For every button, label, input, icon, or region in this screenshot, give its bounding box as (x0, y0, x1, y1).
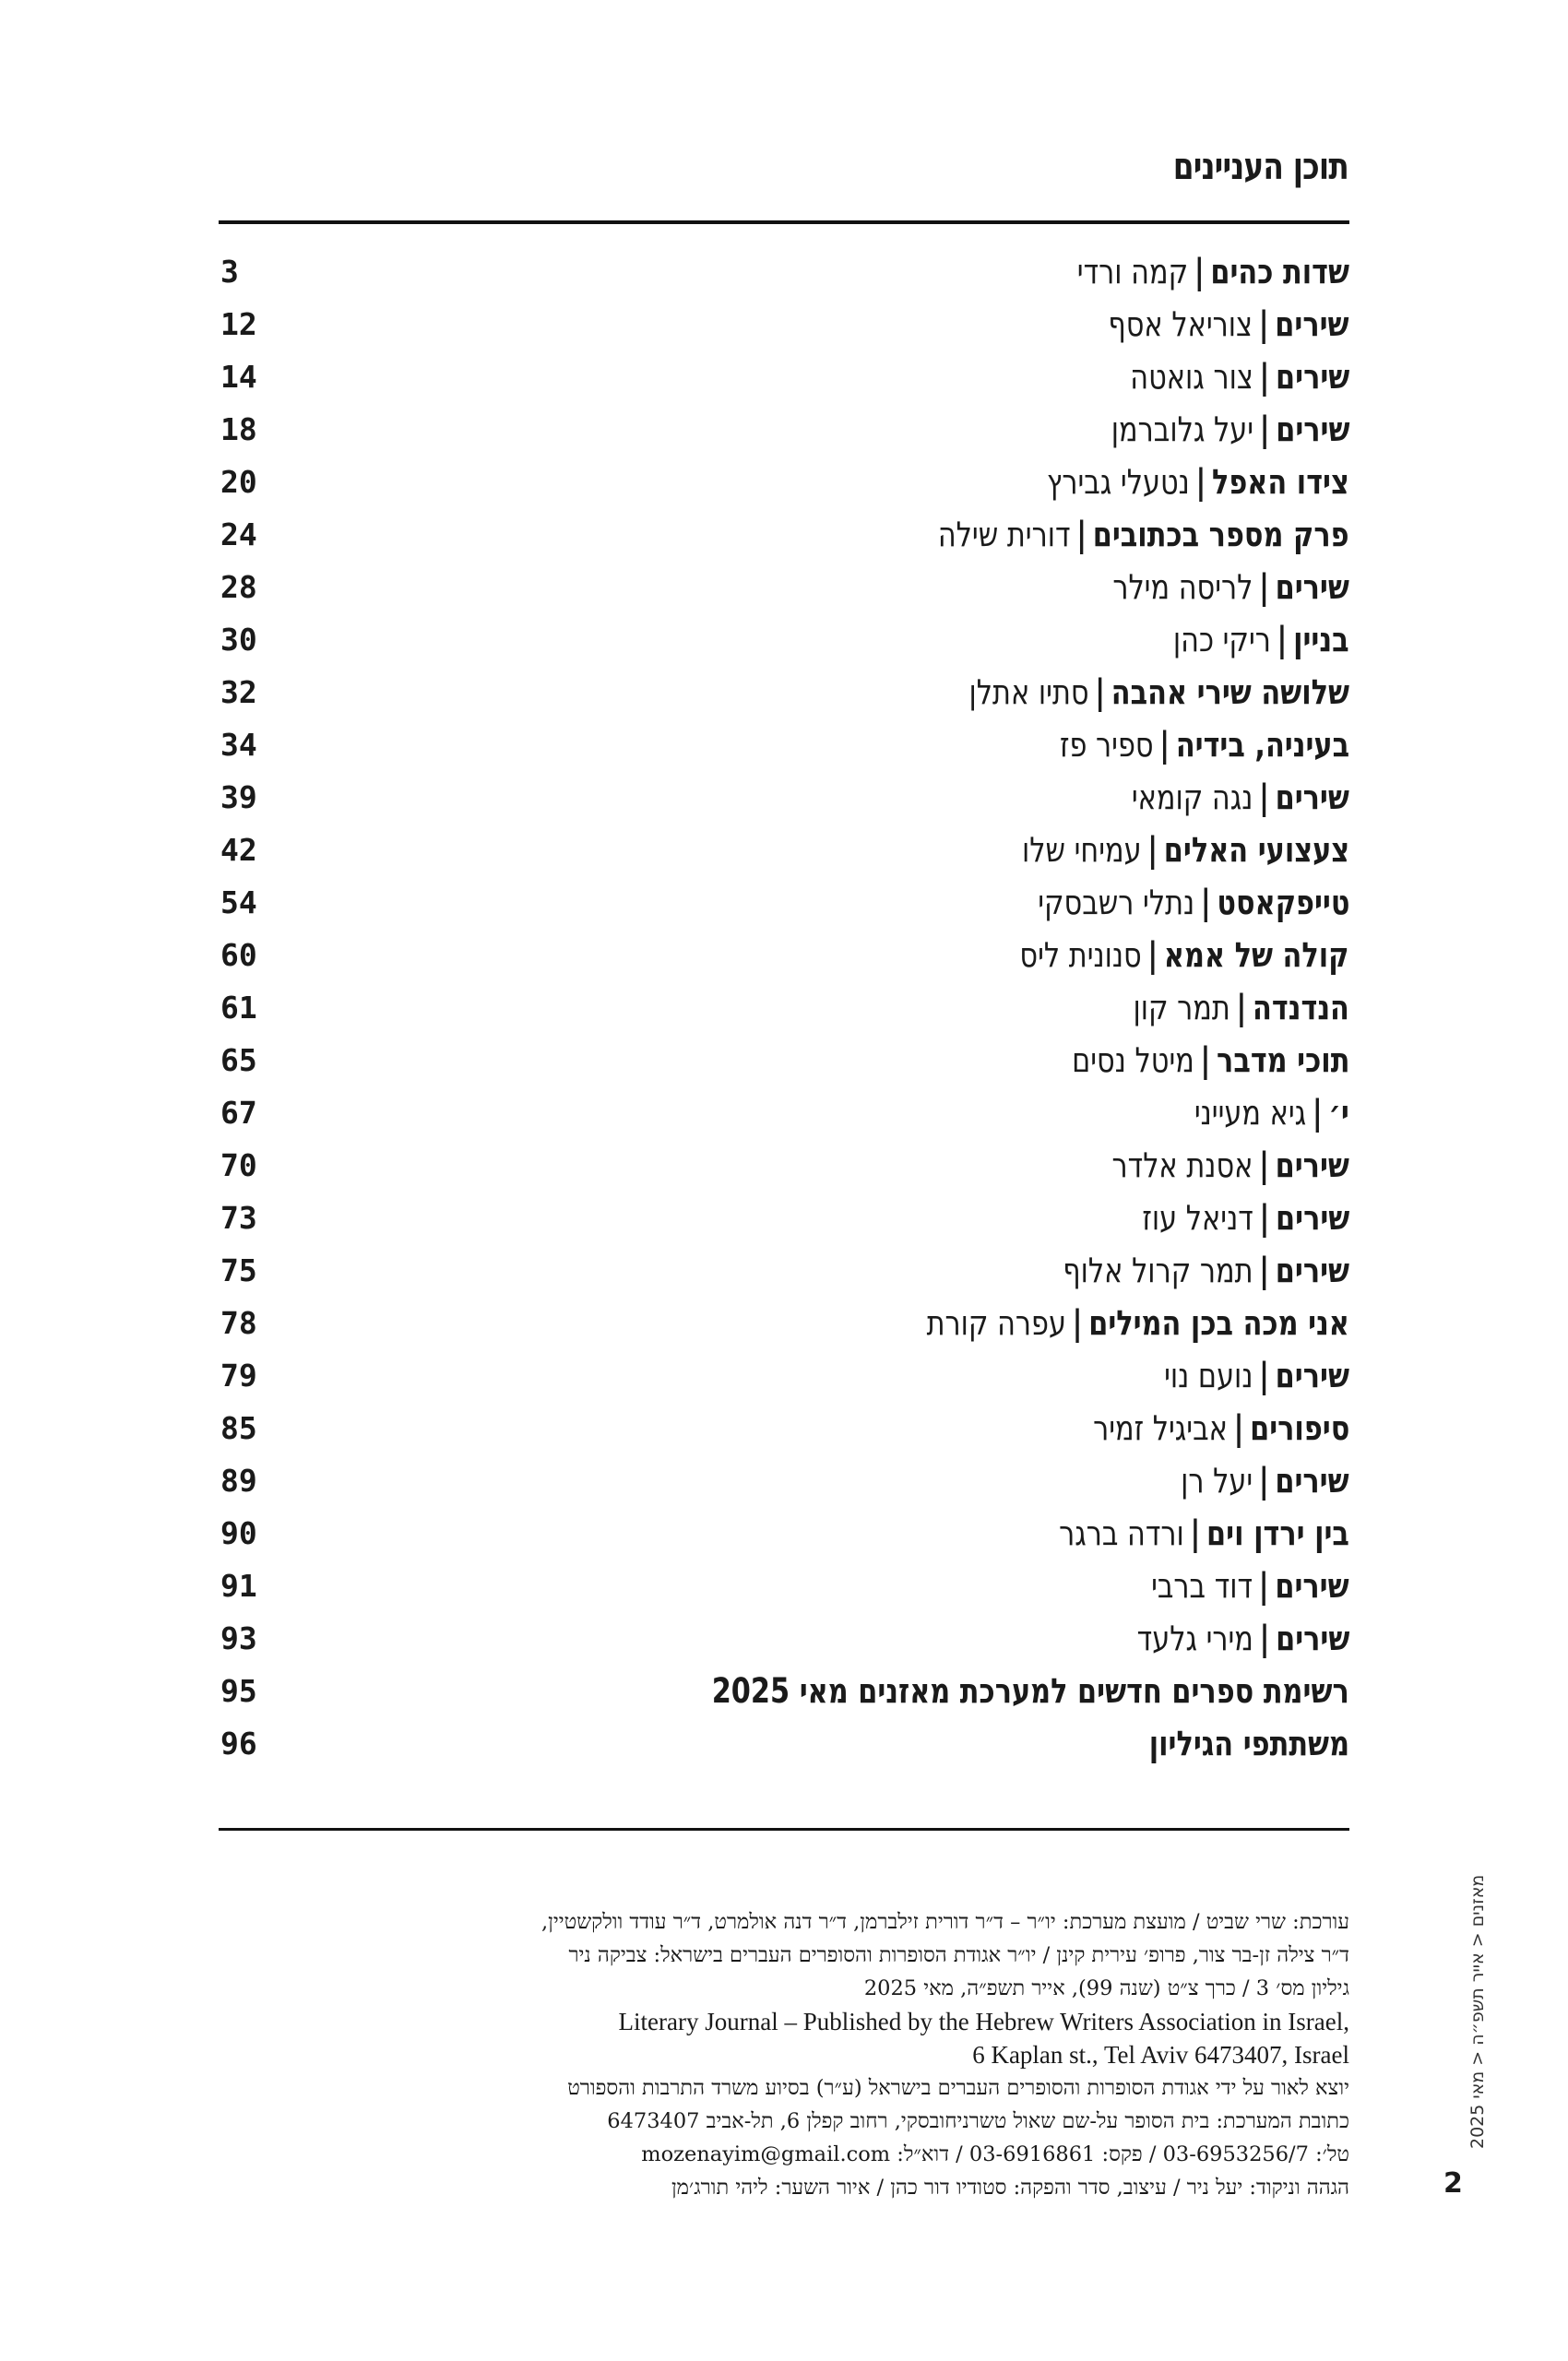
toc-separator: | (1147, 935, 1158, 975)
toc-separator: | (1277, 620, 1288, 659)
toc-author: תמר קרול אלוף (1063, 1251, 1253, 1290)
toc-page-number: 32 (220, 674, 257, 710)
toc-separator: | (1195, 462, 1206, 502)
toc-row (219, 929, 1349, 981)
toc-row (219, 1454, 1349, 1507)
toc-entry (1077, 252, 1349, 291)
table-of-contents (219, 245, 1349, 1770)
toc-title: שירים (1275, 1566, 1349, 1606)
toc-entry (1142, 1198, 1349, 1238)
toc-entry (1130, 357, 1349, 397)
toc-title: שירים (1275, 567, 1349, 607)
toc-page-number: 95 (220, 1673, 257, 1709)
toc-entry (1063, 1251, 1349, 1290)
toc-author: לריסה מילר (1112, 567, 1253, 607)
toc-separator: | (1259, 1198, 1270, 1238)
colophon-english-publisher: Literary Journal – Published by the Hebrew Writers Association in Israel, (618, 2008, 1349, 2035)
toc-page-number: 61 (220, 990, 257, 1026)
toc-title: אני מכה בכן המילים (1088, 1303, 1349, 1343)
toc-author: נועם נוי (1164, 1356, 1253, 1395)
toc-separator: | (1190, 1513, 1201, 1553)
page-title: תוכן העניינים (1172, 146, 1348, 188)
toc-title: משתתפי הגיליון (1148, 1724, 1349, 1763)
toc-title: שלושה שירי אהבה (1111, 672, 1349, 712)
toc-entry (1134, 988, 1349, 1027)
toc-row (219, 508, 1349, 561)
toc-author: מיטל נסים (1071, 1040, 1194, 1080)
toc-title: י׳ (1328, 1093, 1349, 1133)
toc-separator: | (1259, 409, 1270, 449)
toc-row (219, 1560, 1349, 1612)
toc-row (219, 1244, 1349, 1297)
colophon-credits: הגהה וניקוד: יעל ניר / עיצוב, סדר והפקה: סטודיו דור כהן / איור השער: ליהי תורג׳מן (671, 2176, 1349, 2200)
toc-row (219, 456, 1349, 508)
toc-page-number: 70 (220, 1147, 257, 1183)
toc-row (219, 666, 1349, 718)
toc-entry (1164, 1356, 1349, 1395)
toc-row (219, 1402, 1349, 1454)
toc-entry (712, 1671, 1349, 1711)
toc-title: שדות כהים (1210, 252, 1349, 291)
toc-separator: | (1194, 252, 1205, 291)
toc-entry (1111, 409, 1349, 449)
toc-title: שירים (1275, 409, 1349, 449)
toc-title: סיפורים (1249, 1408, 1349, 1448)
toc-separator: | (1233, 1408, 1244, 1448)
toc-row (219, 824, 1349, 876)
toc-title: שירים (1275, 1619, 1349, 1658)
toc-author: ספיר פז (1059, 725, 1154, 765)
toc-page-number: 34 (220, 727, 257, 763)
toc-entry (1149, 1724, 1349, 1763)
toc-author: יעל גלוברמן (1111, 409, 1253, 449)
toc-separator: | (1259, 1251, 1270, 1290)
toc-separator: | (1259, 357, 1270, 397)
title-divider (219, 220, 1349, 224)
toc-separator: | (1259, 1356, 1270, 1395)
toc-author: גיא מעייני (1194, 1093, 1307, 1133)
toc-author: עמיחי שלו (1021, 830, 1142, 870)
toc-page-number: 12 (220, 306, 257, 342)
toc-row (219, 1507, 1349, 1560)
toc-title: שירים (1275, 1461, 1349, 1501)
toc-page-number: 90 (220, 1515, 257, 1551)
toc-author: דניאל עוז (1142, 1198, 1253, 1238)
toc-page-number: 91 (220, 1568, 257, 1604)
toc-row (219, 981, 1349, 1034)
toc-title: תוכי מדבר (1216, 1040, 1349, 1080)
toc-page-number: 60 (220, 937, 257, 973)
toc-separator: | (1236, 988, 1247, 1027)
colophon-publisher: יוצא לאור על ידי אגודת הסופרות והסופרים העברים בישראל (ע״ר) בסיוע משרד התרבות והספורט (567, 2076, 1349, 2100)
toc-title: שירים (1275, 304, 1349, 344)
toc-row (219, 613, 1349, 666)
toc-entry (969, 672, 1349, 712)
toc-title: שירים (1275, 1251, 1349, 1290)
toc-entry (1022, 830, 1349, 870)
toc-title: צידו האפל (1212, 462, 1349, 502)
toc-entry (1072, 1040, 1349, 1080)
toc-page-number: 39 (220, 779, 257, 815)
toc-separator: | (1259, 777, 1270, 817)
toc-title: פרק מספר בכתובים (1093, 515, 1349, 554)
toc-author: ורדה ברגר (1059, 1513, 1184, 1553)
colophon-address: כתובת המערכת: בית הסופר על-שם שאול טשרניחובסקי, רחוב קפלן 6, תל-אביב 6473407 (607, 2109, 1349, 2133)
toc-row (219, 1717, 1349, 1770)
toc-separator: | (1259, 304, 1270, 344)
toc-author: דוד ברבי (1151, 1566, 1253, 1606)
toc-entry (1047, 462, 1349, 502)
toc-separator: | (1259, 567, 1270, 607)
toc-author: צור גואטה (1129, 357, 1253, 397)
toc-page-number: 85 (220, 1410, 257, 1446)
toc-row (219, 1612, 1349, 1665)
toc-page-number: 65 (220, 1042, 257, 1078)
toc-author: דורית שילה (938, 515, 1071, 554)
toc-entry (1132, 777, 1349, 817)
toc-author: נתלי רשבסקי (1037, 883, 1194, 922)
toc-row (219, 718, 1349, 771)
toc-row (219, 1086, 1349, 1139)
toc-title: בין ירדן וים (1206, 1513, 1349, 1553)
toc-page-number: 67 (220, 1095, 257, 1131)
toc-title: קולה של אמא (1164, 935, 1349, 975)
toc-page-number: 73 (220, 1200, 257, 1236)
running-head: מאזנים < אייר תשפ״ה < מאי 2025 (1467, 1874, 1488, 2149)
toc-author: ריקי כהן (1173, 620, 1272, 659)
toc-entry (1109, 304, 1349, 344)
toc-author: עפרה קורת (926, 1303, 1067, 1343)
toc-row (219, 403, 1349, 456)
page-number: 2 (1443, 2167, 1463, 2200)
toc-page-number: 96 (220, 1726, 257, 1762)
toc-entry (1112, 1145, 1349, 1185)
toc-page-number: 93 (220, 1620, 257, 1656)
toc-author: תמר קון (1133, 988, 1230, 1027)
toc-entry (1151, 1566, 1349, 1606)
toc-separator: | (1259, 1566, 1270, 1606)
toc-entry (1173, 620, 1349, 659)
toc-author: אסנת אלדר (1111, 1145, 1253, 1185)
toc-separator: | (1199, 1040, 1211, 1080)
colophon-english-address: 6 Kaplan st., Tel Aviv 6473407, Israel (972, 2041, 1349, 2069)
toc-page-number: 89 (220, 1463, 257, 1499)
colophon-contact: טל׳: 03-6953256/7 / פקס: 03-6916861 / דוא״ל: mozenayim@gmail.com (641, 2142, 1349, 2166)
toc-title: הנדנדה (1253, 988, 1349, 1027)
toc-page-number: 18 (220, 411, 257, 447)
toc-page-number: 28 (220, 569, 257, 605)
toc-title: צעצועי האלים (1163, 830, 1349, 870)
toc-entry (938, 515, 1349, 554)
toc-page-number: 54 (220, 884, 257, 920)
toc-page-number: 42 (220, 832, 257, 868)
toc-separator: | (1147, 830, 1158, 870)
toc-title: רשימת ספרים חדשים למערכת מאזנים מאי 2025 (711, 1671, 1349, 1711)
colophon-issue-info: גיליון מס׳ 3 / כרך צ״ט (שנה 99), אייר תשפ״ה, מאי 2025 (863, 1976, 1349, 2000)
toc-separator: | (1159, 725, 1170, 765)
toc-author: נטעלי גבירץ (1047, 462, 1190, 502)
toc-entry (1060, 725, 1349, 765)
toc-title: שירים (1275, 357, 1349, 397)
toc-page-number: 20 (220, 464, 257, 500)
toc-page-number: 24 (220, 516, 257, 552)
toc-page-number: 3 (220, 254, 239, 290)
toc-title: שירים (1275, 1356, 1349, 1395)
toc-row (219, 771, 1349, 824)
toc-separator: | (1200, 883, 1211, 922)
toc-row (219, 1297, 1349, 1349)
toc-row (219, 1349, 1349, 1402)
toc-row (219, 561, 1349, 613)
toc-row (219, 350, 1349, 403)
toc-separator: | (1095, 672, 1106, 712)
toc-author: יעל רן (1181, 1461, 1253, 1501)
toc-separator: | (1259, 1619, 1270, 1658)
toc-row (219, 298, 1349, 350)
toc-row (219, 1192, 1349, 1244)
toc-author: אביגיל זמיר (1092, 1408, 1228, 1448)
toc-page-number: 75 (220, 1252, 257, 1288)
toc-page-number: 78 (220, 1305, 257, 1341)
toc-author: מירי גלעד (1136, 1619, 1253, 1658)
toc-title: שירים (1275, 777, 1349, 817)
toc-page-number: 30 (220, 622, 257, 658)
toc-entry (927, 1303, 1349, 1343)
toc-entry (1112, 567, 1349, 607)
toc-separator: | (1312, 1093, 1324, 1133)
toc-row (219, 1034, 1349, 1086)
toc-title: בניין (1293, 620, 1349, 659)
colophon-divider (219, 1828, 1349, 1831)
toc-entry (1181, 1461, 1349, 1501)
toc-author: צוריאל אסף (1108, 304, 1253, 344)
toc-row (219, 245, 1349, 298)
toc-row (219, 876, 1349, 929)
toc-entry (1038, 883, 1349, 922)
toc-separator: | (1076, 515, 1087, 554)
toc-author: נגה קומאי (1131, 777, 1253, 817)
toc-title: שירים (1275, 1145, 1349, 1185)
colophon-editorial-board: עורכת: שרי שביט / מועצת מערכת: יו״ר – ד״ר דורית זילברמן, ד״ר דנה אולמרט, ד״ר עודד וולקשטיין, (540, 1910, 1349, 1934)
toc-title: בעיניה, בידיה (1175, 725, 1349, 765)
toc-separator: | (1259, 1461, 1270, 1501)
toc-entry (1093, 1408, 1349, 1448)
toc-author: סתיו אתלן (968, 672, 1089, 712)
toc-entry (1059, 1513, 1349, 1553)
toc-page-number: 79 (220, 1358, 257, 1394)
toc-page-number: 14 (220, 359, 257, 395)
toc-row (219, 1139, 1349, 1192)
colophon-editorial-board-cont: ד״ר צילה זן-בר צור, פרופ׳ עירית קינן / יו״ר אגודת הסופרות והסופרים העברים בישראל: צביקה ניר (568, 1943, 1349, 1967)
toc-author: סנונית ליס (1019, 935, 1143, 975)
toc-entry (1136, 1619, 1349, 1658)
toc-separator: | (1259, 1145, 1270, 1185)
colophon (219, 1905, 1349, 2204)
toc-author: קמה ורדי (1076, 252, 1189, 291)
toc-title: טייפקאסט (1216, 883, 1349, 922)
toc-entry (1020, 935, 1349, 975)
toc-title: שירים (1275, 1198, 1349, 1238)
toc-separator: | (1072, 1303, 1083, 1343)
toc-entry (1194, 1093, 1349, 1133)
toc-row (219, 1665, 1349, 1717)
